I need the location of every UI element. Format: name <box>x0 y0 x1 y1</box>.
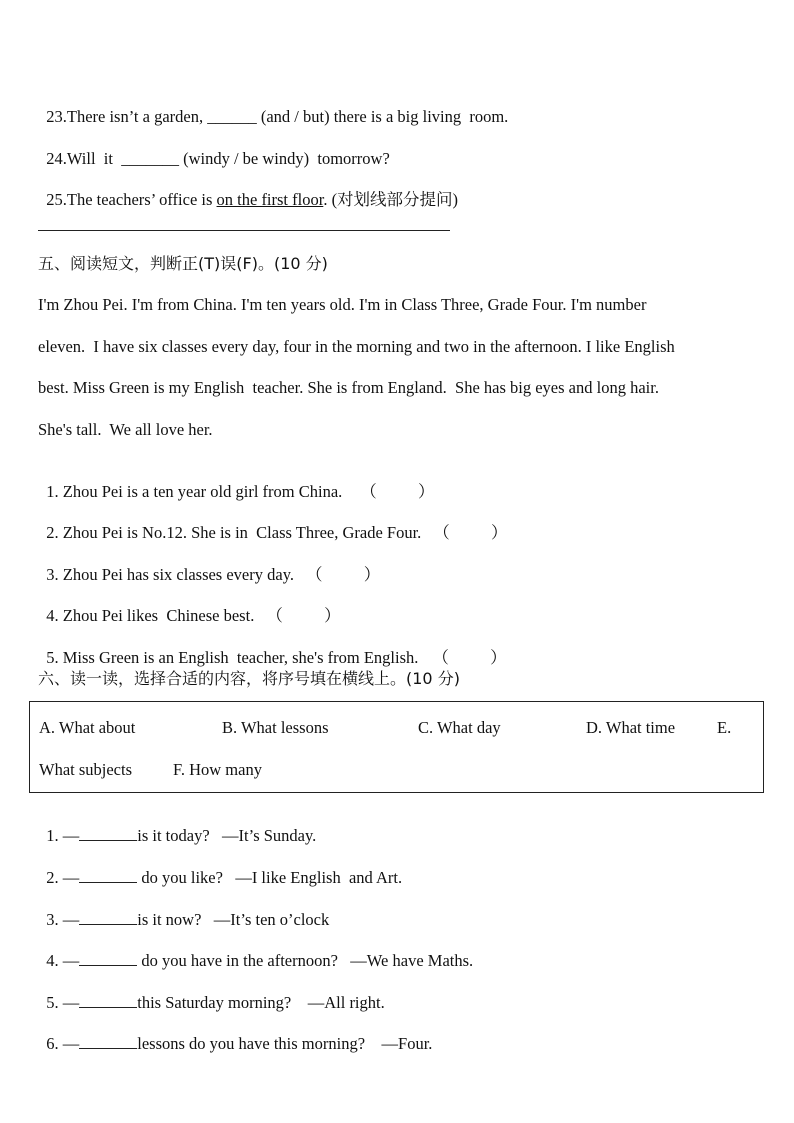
answer-line[interactable] <box>38 230 450 231</box>
item-number: 3. — <box>46 910 80 929</box>
passage-line: She's tall. We all love her. <box>38 420 213 439</box>
option-d: D. What time <box>586 718 676 737</box>
answer-blank[interactable]: ______ <box>207 107 257 126</box>
answer-blank[interactable] <box>79 868 137 883</box>
item-number: 4. — <box>46 951 80 970</box>
passage-line: best. Miss Green is my English teacher. She is from England. She has big eyes and long hair. <box>38 378 659 397</box>
tf-answer-parentheses[interactable]: （ ） <box>266 606 341 625</box>
question-text-before: Will it <box>66 149 122 168</box>
tf-answer-parentheses[interactable]: （ ） <box>432 648 507 667</box>
item-text: this Saturday morning? —All right. <box>137 993 385 1012</box>
dialogue-item-6 <box>38 1014 432 1054</box>
tf-question-2 <box>38 503 508 543</box>
answer-blank[interactable] <box>79 1034 137 1049</box>
section-5-heading: 五、阅读短文，判断正(T)误(F)。(10 分) <box>38 254 328 273</box>
answer-blank[interactable]: _______ <box>121 149 179 168</box>
item-text: lessons do you have this morning? —Four. <box>137 1034 433 1053</box>
section-6-heading: 六、读一读，选择合适的内容，将序号填在横线上。(10 分) <box>38 669 460 688</box>
tf-answer-parentheses[interactable]: （ ） <box>306 565 381 584</box>
option-c: C. What day <box>418 718 501 737</box>
item-text: do you like? —I like English and Art. <box>137 868 403 887</box>
question-number: 25. <box>46 190 67 209</box>
question-number: 23. <box>46 107 67 126</box>
tf-question-text: 5. Miss Green is an English teacher, she's from English. <box>46 648 419 667</box>
tf-question-text: 2. Zhou Pei is No.12. She is in Class Three, Grade Four. <box>46 523 422 542</box>
tf-question-4 <box>38 586 341 626</box>
tf-answer-parentheses[interactable]: （ ） <box>433 523 508 542</box>
answer-blank[interactable] <box>79 910 137 925</box>
passage-line: I'm Zhou Pei. I'm from China. I'm ten years old. I'm in Class Three, Grade Four. I'm number <box>38 295 647 314</box>
dialogue-item-4 <box>38 931 473 971</box>
option-f: F. How many <box>173 760 262 779</box>
tf-question-3 <box>38 545 380 585</box>
dialogue-item-3 <box>38 890 329 930</box>
item-number: 5. — <box>46 993 80 1012</box>
answer-blank[interactable] <box>79 826 137 841</box>
tf-question-1 <box>38 462 435 502</box>
passage-line: eleven. I have six classes every day, four in the morning and two in the afternoon. I like English <box>38 337 675 356</box>
dialogue-item-5 <box>38 973 385 1013</box>
question-text-before: The teachers’ office is <box>66 190 217 209</box>
question-number: 24. <box>46 149 67 168</box>
answer-blank[interactable] <box>79 951 137 966</box>
tf-answer-parentheses[interactable]: （ ） <box>360 482 435 501</box>
item-number: 2. — <box>46 868 80 887</box>
underlined-phrase: on the first floor <box>216 190 324 209</box>
question-text-before: There isn’t a garden, <box>66 107 208 126</box>
dialogue-item-2 <box>38 848 402 888</box>
dialogue-item-1 <box>38 806 316 846</box>
question-24 <box>38 129 390 169</box>
option-a: A. What about <box>39 718 136 737</box>
item-number: 6. — <box>46 1034 80 1053</box>
question-text-after: . (对划线部分提问) <box>323 190 459 209</box>
item-number: 1. — <box>46 826 80 845</box>
question-23 <box>38 87 508 127</box>
option-b: B. What lessons <box>222 718 329 737</box>
answer-blank[interactable] <box>79 993 137 1008</box>
option-e-text: What subjects <box>39 760 133 779</box>
tf-question-text: 3. Zhou Pei has six classes every day. <box>46 565 294 584</box>
tf-question-text: 1. Zhou Pei is a ten year old girl from China. <box>46 482 343 501</box>
question-text-after: (windy / be windy) tomorrow? <box>178 149 390 168</box>
item-text: is it now? —It’s ten o’clock <box>137 910 330 929</box>
option-e-letter: E. <box>717 718 732 737</box>
options-box <box>29 701 764 793</box>
question-text-after: (and / but) there is a big living room. <box>256 107 509 126</box>
tf-question-text: 4. Zhou Pei likes Chinese best. <box>46 606 255 625</box>
item-text: do you have in the afternoon? —We have Maths. <box>137 951 474 970</box>
question-25 <box>38 170 458 210</box>
item-text: is it today? —It’s Sunday. <box>137 826 317 845</box>
tf-question-5 <box>38 628 507 668</box>
